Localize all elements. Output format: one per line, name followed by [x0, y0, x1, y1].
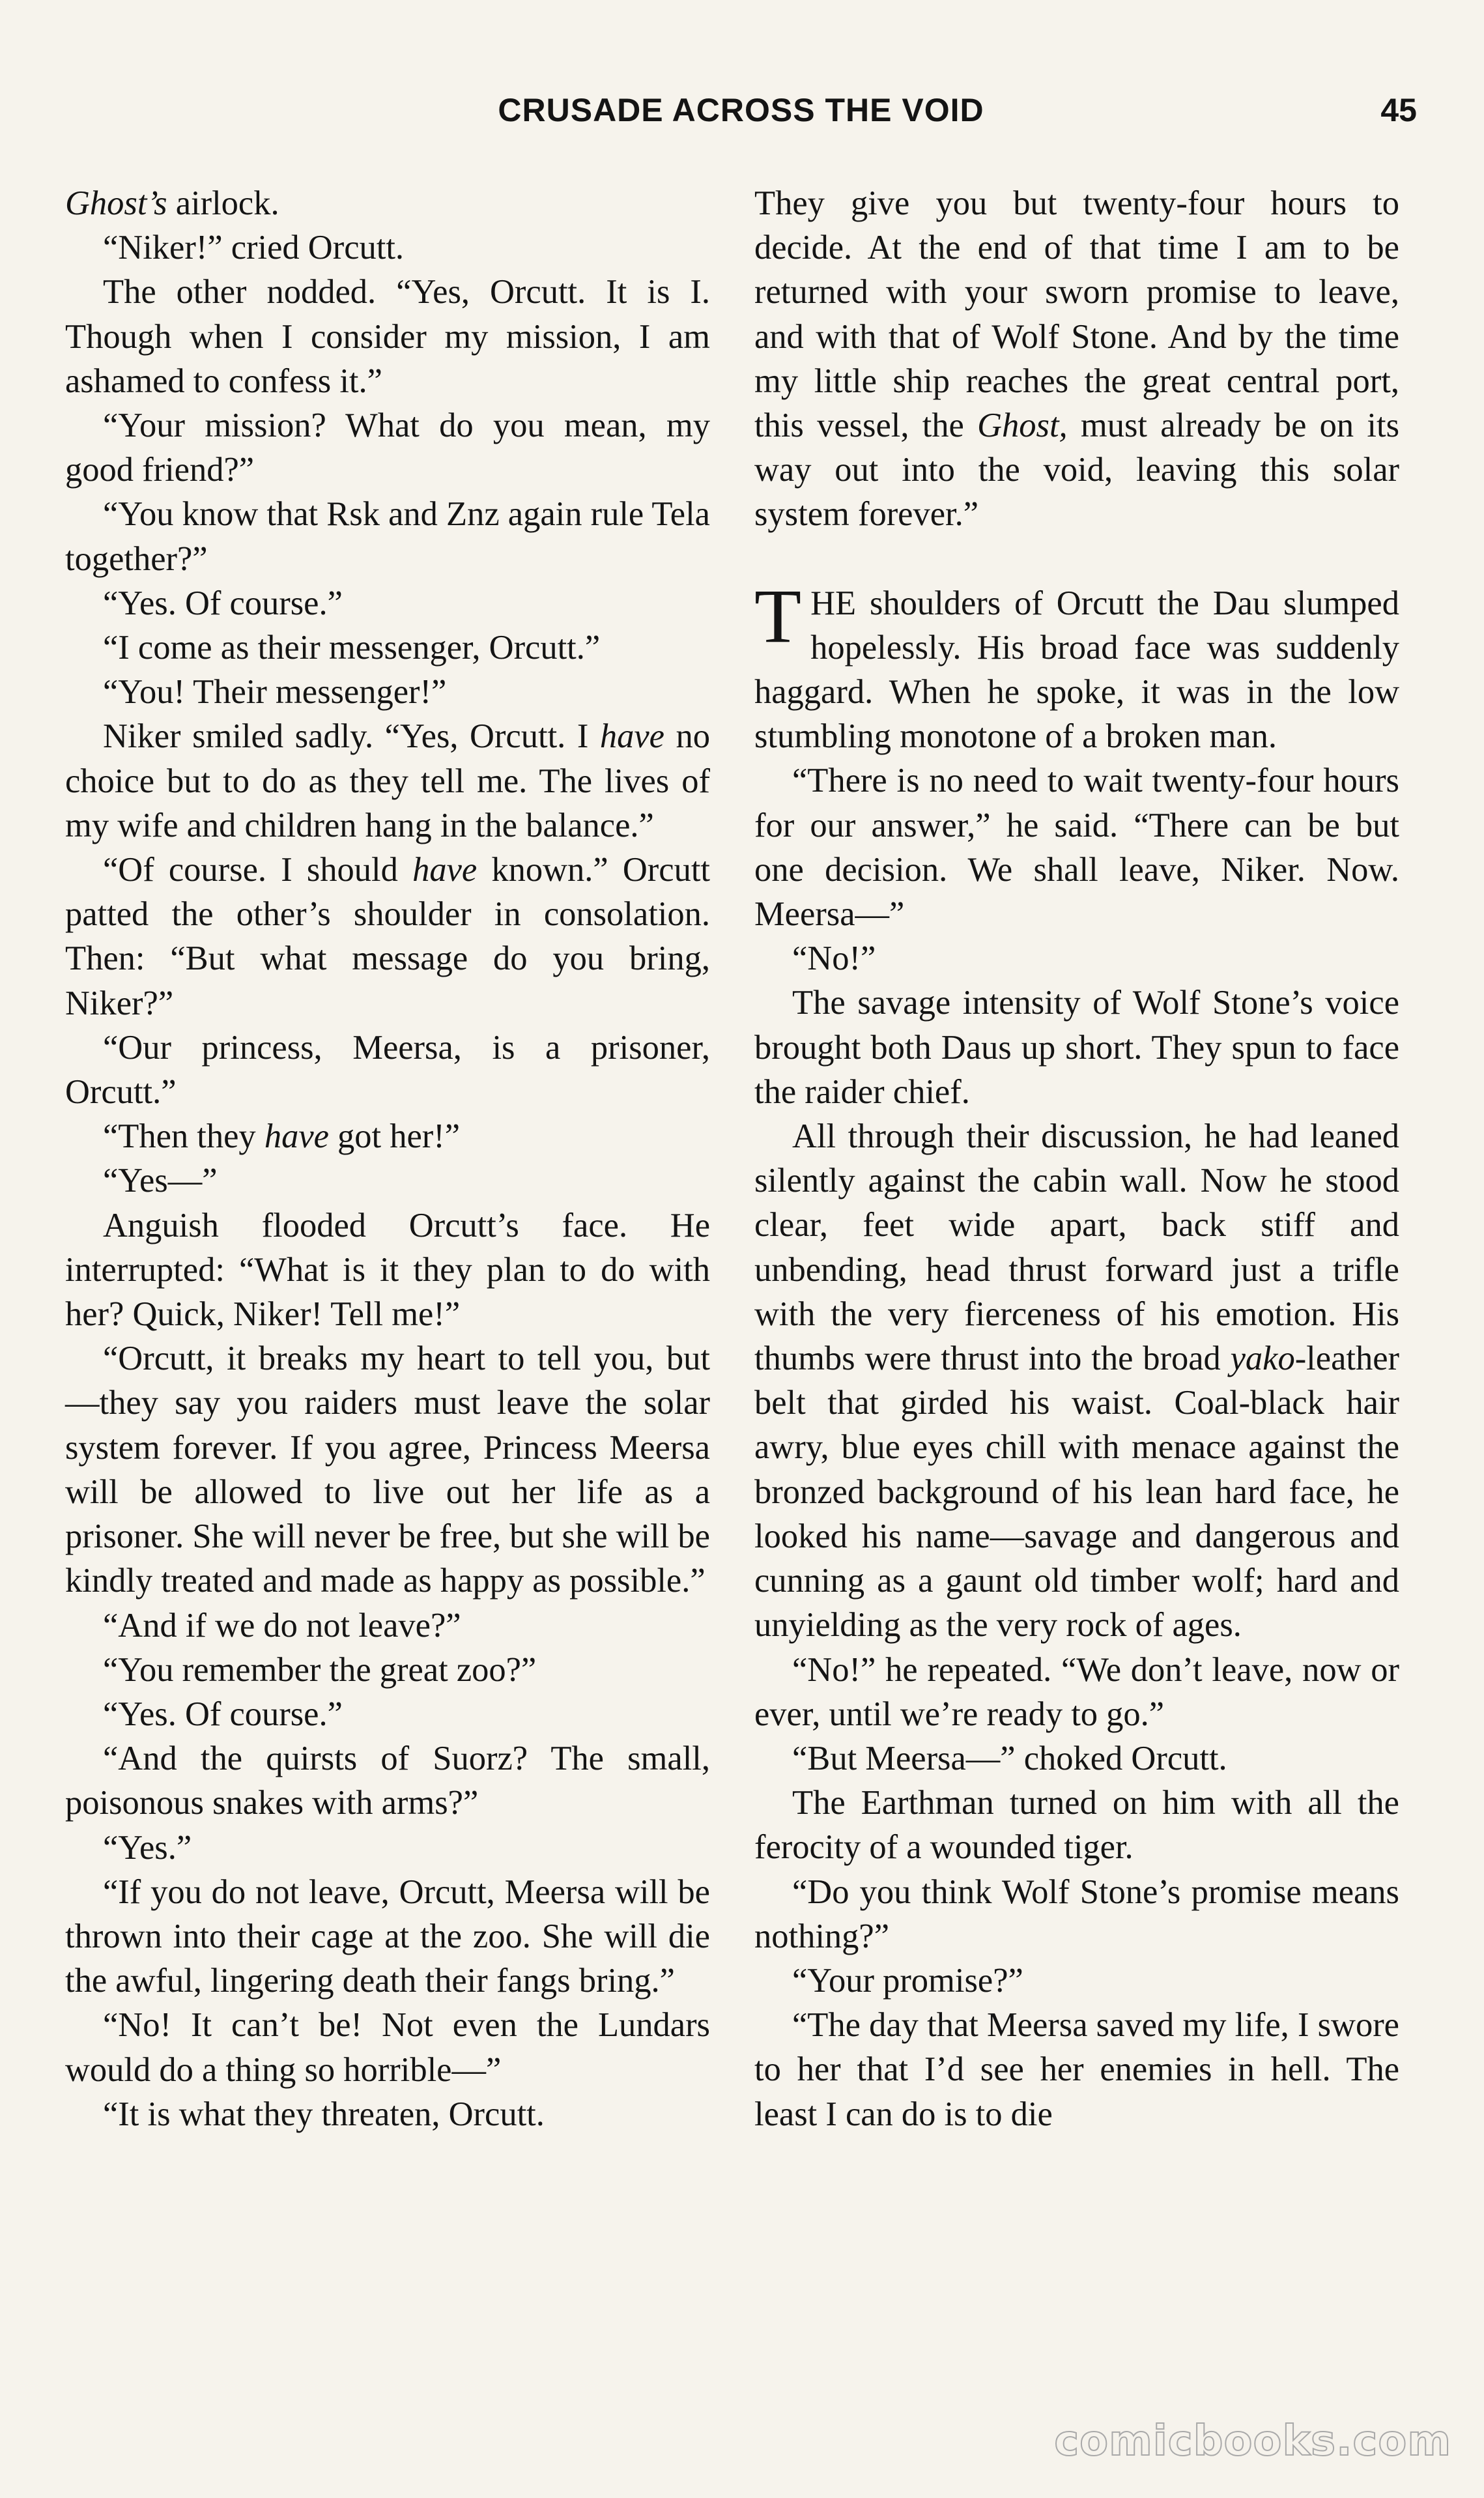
left-column	[65, 181, 710, 2136]
paragraph: “Yes. Of course.”	[103, 584, 343, 622]
section-opening-paragraph	[754, 573, 1399, 759]
paragraph: The other nodded. “Yes, Orcutt. It is I. Though when I consider my mission, I am ashamed to confess it.”	[65, 273, 710, 400]
paragraph: “Your promise?”	[792, 1961, 1023, 2000]
paragraph: “Yes.”	[103, 1828, 192, 1867]
paragraph: Anguish flooded Orcutt’s face. He interrupted: “What is it they plan to do with her? Quick, Niker! Tell me!”	[65, 1206, 710, 1334]
page-header	[65, 91, 1417, 150]
paragraph-text: HE shoulders of Orcutt the Dau slumped hopelessly. His broad face was suddenly haggard. When he spoke, it was in the low stumbling monotone of a broken man.	[754, 584, 1399, 756]
running-title: CRUSADE ACROSS THE VOID	[498, 92, 984, 128]
paragraph: “No! It can’t be! Not even the Lundars would do a thing so horrible—”	[65, 2006, 710, 2089]
paragraph: All through their discussion, he had leaned silently against the cabin wall. Now he stood clear, feet wide apart, back stiff and unbending, head thrust forward just a trifle with the very fierceness of his emotion. His thumbs were thrust into the broad yako-leather belt that girded his waist. Coal-black hair awry, blue eyes chill with menace against the bronzed background of his lean hard face, he looked his name—savage and dangerous and cunning as a gaunt old timber wolf; hard and unyielding as the very rock of ages.	[754, 1117, 1399, 1644]
paragraph: “And if we do not leave?”	[103, 1606, 461, 1644]
watermark: comicbooks.com	[1054, 2417, 1451, 2465]
paragraph: “I come as their messenger, Orcutt.”	[103, 629, 601, 667]
paragraph: “There is no need to wait twenty-four hours for our answer,” he said. “There can be but one decision. We shall leave, Niker. Now. Meersa—”	[754, 762, 1399, 934]
paragraph: “You know that Rsk and Znz again rule Tela together?”	[65, 495, 710, 578]
paragraph: “It is what they threaten, Orcutt.	[103, 2095, 545, 2133]
paragraph: “Then they have got her!”	[103, 1117, 461, 1156]
paragraph: “The day that Meersa saved my life, I swore to her that I’d see her enemies in hell. The least I can do is to die	[754, 2006, 1399, 2133]
paragraph: “Do you think Wolf Stone’s promise means nothing?”	[754, 1873, 1399, 1955]
paragraph: The savage intensity of Wolf Stone’s voice brought both Daus up short. They spun to face the raider chief.	[754, 984, 1399, 1111]
paragraph: “Yes. Of course.”	[103, 1695, 343, 1733]
paragraph: “No!” he repeated. “We don’t leave, now or ever, until we’re ready to go.”	[754, 1650, 1399, 1733]
paragraph: “But Meersa—” choked Orcutt.	[792, 1739, 1227, 1777]
paragraph: “If you do not leave, Orcutt, Meersa will be thrown into their cage at the zoo. She will die the awful, lingering death their fangs bring.”	[65, 1873, 710, 2000]
paragraph: “Of course. I should have known.” Orcutt patted the other’s shoulder in consolation. Then: “But what message do you bring, Niker?”	[65, 851, 710, 1022]
paragraph: “Our princess, Meersa, is a prisoner, Orcutt.”	[65, 1028, 710, 1112]
page-number: 45	[1380, 92, 1417, 128]
paragraph: Niker smiled sadly. “Yes, Orcutt. I have no choice but to do as they tell me. The lives of my wife and children hang in the balance.”	[65, 717, 711, 844]
paragraph: The Earthman turned on him with all the ferocity of a wounded tiger.	[754, 1784, 1399, 1867]
paragraph: Ghost’s airlock.	[65, 184, 279, 222]
paragraph: “Niker!” cried Orcutt.	[103, 229, 405, 267]
paragraph: “Your mission? What do you mean, my good friend?”	[65, 407, 710, 489]
paragraph: They give you but twenty-four hours to decide. At the end of that time I am to be returned with your sworn promise to leave, and with that of Wolf Stone. And by the time my little ship reaches the great central port, this vessel, the Ghost, must already be on its way out into the void, leaving this solar system forever.”	[754, 184, 1400, 534]
drop-cap: T	[754, 573, 802, 659]
paragraph: “You! Their messenger!”	[103, 673, 447, 711]
right-column	[754, 181, 1399, 2136]
paragraph: “You remember the great zoo?”	[103, 1650, 537, 1689]
paragraph: “And the quirsts of Suorz? The small, poisonous snakes with arms?”	[65, 1740, 710, 1822]
paragraph: “No!”	[792, 940, 876, 978]
paragraph: “Orcutt, it breaks my heart to tell you, but—they say you raiders must leave the solar system forever. If you agree, Princess Meersa will be allowed to live out her life as a prisoner. She will never be free, but she will be kindly treated and made as happy as possible.”	[65, 1340, 710, 1600]
paragraph: “Yes—”	[103, 1162, 218, 1200]
